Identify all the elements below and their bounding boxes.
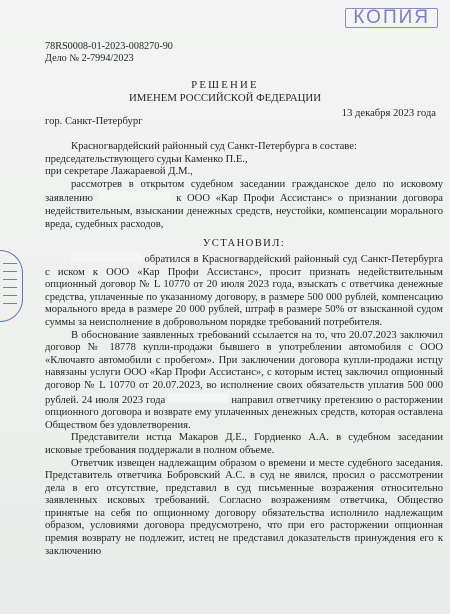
case-identifiers [45,41,173,66]
paragraph-defendant: Ответчик извещен надлежащим образом о времени и месте судебного заседания. Представитель ответчика Бобровский А.С. в суд не явился, просил о рассмотрении дела в его отсутствие, представил в суд письменные возражения относительно заявленных исковых требований. Согласно возражениям ответчика, Общество принятые на себя по опционному договору обязательства исполнило надлежащим образом, условиями договора предусмотрено, что при его расторжении опционная премия возврату не подлежит, истец не представил доказательств принуждения его к заключению [45,457,443,557]
seal-line [3,295,17,296]
redacted-name [99,191,171,201]
paragraph-grounds-start: В обоснование заявленных требований ссылается на то, что 20.07.2023 заключил договор № 18778 купли-продажи бывшего в употреблении автомобиля с ООО «Ключавто автомобили с пробегом». При заключении договора купли-продажи истцу навязаны услуги ООО «Кар Профи Ассистанс», с которым истец заключил опционный договор № L 10770 от 20.07.2023, во исполнение своих обязательств уплатив 500 000 рублей. 24 июля 2023 года [45,329,443,406]
title-decision: РЕШЕНИЕ [191,79,259,91]
case-subject-end: к ООО «Кар Профи Ассистанс» о признании договора недействительным, взыскании денежных средств, неустойки, компенсации морального вреда, судебных расходов, [45,193,444,230]
court-composition: Красногвардейский районный суд Санкт-Петербурга в составе: [71,141,357,152]
section-heading: УСТАНОВИЛ: [202,238,286,249]
place: гор. Санкт-Петербург [45,116,143,127]
paragraph-claim [45,252,443,330]
secretary: при секретаре Лажараевой Д.М., [45,166,193,178]
intro-block [45,141,443,231]
main-text [45,252,443,558]
seal-line [3,279,17,280]
seal-line [3,263,17,264]
paragraph-grounds [45,330,443,433]
seal-stamp-fragment [0,250,23,322]
redacted-name [168,393,228,403]
decision-date: 13 декабря 2023 года [341,108,436,119]
seal-line [3,271,17,272]
case-subject [45,179,443,231]
paragraph-claim-text: обратился в Красногвардейский районный суд Санкт-Петербурга с иском к ООО «Кар Профи Ассистанс», просит признать недействительным опционный договор № L 10770 от 20 июля 2023 года, взыскать с ответчика денежные средства, уплаченные по указанному договору, в размере 500 000 рублей, компенсацию морального вреда в размере 20 000 рублей, штраф в размере 50% от взысканной судом суммы за неисполнение в добровольном порядке требований потребителя. [45,254,443,328]
document-title [0,79,450,105]
case-number: Дело № 2-7994/2023 [45,53,134,65]
redacted-name [71,252,141,262]
seal-line [3,287,17,288]
paragraph-representatives: Представители истца Макаров Д.Е., Гордиенко А.А. в судебном заседании исковые требования поддержали в полном объеме. [45,432,443,456]
case-subject-start: рассмотрев в открытом судебном заседании гражданское дело по исковому заявлению [45,178,443,205]
copy-stamp: КОПИЯ [345,8,438,28]
case-id: 78RS0008-01-2023-008270-90 [45,41,173,52]
seal-line [3,303,17,304]
presiding-judge: председательствующего судьи Каменко П.Е., [45,153,248,165]
paragraph-grounds-end: направил ответчику претензию о расторжении опционного договора и возврате ему уплаченных денежных средств, которая оставлена Обществом без удовлетворения. [45,394,444,431]
title-name-of-rf: ИМЕНЕМ РОССИЙСКОЙ ФЕДЕРАЦИИ [128,92,322,104]
